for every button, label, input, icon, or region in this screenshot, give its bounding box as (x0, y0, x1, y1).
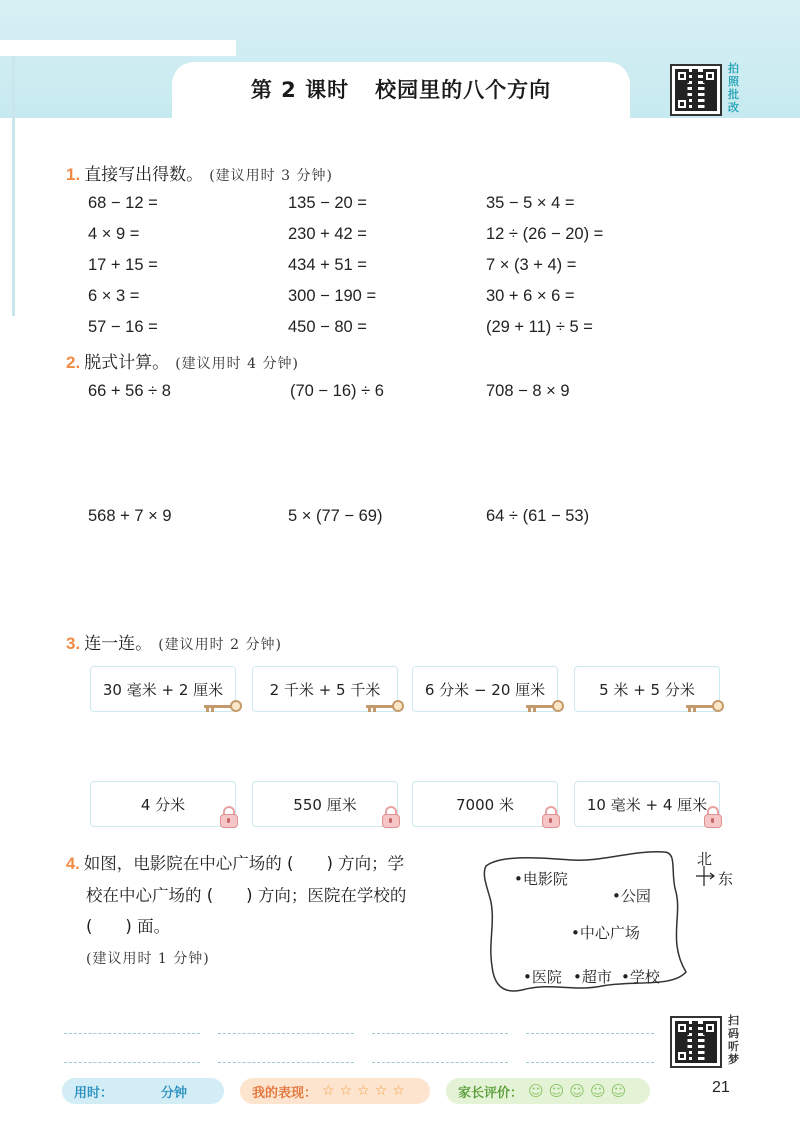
q2-item: 568 + 7 × 9 (88, 507, 172, 525)
star-icon[interactable]: ☆ (392, 1083, 405, 1099)
time-used-label: 用时： (74, 1085, 114, 1101)
answer-line (526, 1062, 654, 1063)
performance-pill (240, 1078, 430, 1104)
lock-card[interactable]: 550 厘米 (252, 781, 398, 827)
performance-label: 我的表现： (252, 1085, 318, 1101)
left-margin-rule (12, 56, 15, 316)
page-number: 21 (712, 1079, 730, 1096)
key-card[interactable]: 6 分米 − 20 厘米 (412, 666, 558, 712)
question-3-hint: (建议用时 2 分钟) (158, 637, 282, 653)
q1-item: 35 − 5 × 4 = (486, 194, 575, 212)
qr-code-icon[interactable] (670, 64, 722, 116)
smiley-icon[interactable]: ☺ (610, 1082, 627, 1100)
q1-item: 4 × 9 = (88, 225, 140, 243)
compass-north-label: 北 (697, 850, 713, 868)
lock-icon (704, 806, 722, 828)
question-2-number: 2. (66, 353, 81, 372)
compass-icon (694, 864, 718, 888)
answer-line (372, 1033, 508, 1034)
page-title (172, 74, 630, 104)
question-4-body (66, 848, 446, 975)
map-park-label: •公园 (612, 887, 651, 905)
lock-card[interactable]: 7000 米 (412, 781, 558, 827)
q1-item: 230 + 42 = (288, 225, 367, 243)
q1-item: 30 + 6 × 6 = (486, 287, 575, 305)
question-3-number: 3. (66, 634, 81, 653)
lock-icon (542, 806, 560, 828)
map-school-label: •学校 (621, 968, 660, 986)
answer-line (218, 1033, 354, 1034)
lock-card[interactable]: 4 分米 (90, 781, 236, 827)
question-1-number: 1. (66, 165, 81, 184)
q1-item: 450 − 80 = (288, 318, 367, 336)
answer-line (526, 1033, 654, 1034)
q1-item: 434 + 51 = (288, 256, 367, 274)
parent-rating-pill (446, 1078, 650, 1104)
answer-line (372, 1062, 508, 1063)
question-2-text: 脱式计算。 (84, 353, 170, 373)
qr-photo-grade-label: 拍照批改 (728, 62, 739, 114)
compass-east-label: 东 (718, 870, 734, 888)
question-2-heading (66, 348, 299, 373)
q1-item: 300 − 190 = (288, 287, 377, 305)
map-cinema-label: •电影院 (514, 870, 568, 888)
key-card[interactable]: 5 米 + 5 分米 (574, 666, 720, 712)
q2-item: 66 + 56 ÷ 8 (88, 382, 171, 400)
q1-item: 135 − 20 = (288, 194, 367, 212)
q1-item: 57 − 16 = (88, 318, 158, 336)
key-icon (366, 700, 404, 714)
q1-item: 17 + 15 = (88, 256, 158, 274)
map-center-label: •中心广场 (571, 924, 640, 942)
star-icon[interactable]: ☆ (374, 1083, 388, 1099)
q1-item: (29 + 11) ÷ 5 = (486, 318, 593, 336)
q1-item: 7 × (3 + 4) = (486, 256, 577, 274)
q2-item: 64 ÷ (61 − 53) (486, 507, 590, 525)
star-icon[interactable]: ☆ (339, 1083, 353, 1099)
answer-line (64, 1033, 200, 1034)
lock-card[interactable]: 10 毫米 + 4 厘米 (574, 781, 720, 827)
qr-code-icon[interactable] (670, 1016, 722, 1068)
q2-item: (70 − 16) ÷ 6 (290, 382, 384, 400)
lock-icon (382, 806, 400, 828)
question-1-text: 直接写出得数。 (84, 165, 204, 185)
key-icon (526, 700, 564, 714)
star-icon[interactable]: ☆ (357, 1083, 370, 1099)
key-card[interactable]: 30 毫米 + 2 厘米 (90, 666, 236, 712)
lesson-label: 第 2 课时 (250, 78, 350, 102)
map-hospital-label: •医院 (523, 968, 562, 986)
lock-icon (220, 806, 238, 828)
question-1-hint: (建议用时 3 分钟) (209, 168, 333, 184)
smiley-icon[interactable]: ☺ (548, 1082, 565, 1100)
question-3-heading (66, 629, 282, 654)
smiley-icon[interactable]: ☺ (528, 1082, 544, 1100)
question-2-hint: (建议用时 4 分钟) (175, 356, 299, 372)
time-used-pill (62, 1078, 224, 1104)
answer-line (64, 1062, 200, 1063)
star-icon[interactable]: ☆ (322, 1083, 335, 1099)
smiley-icon[interactable]: ☺ (589, 1082, 606, 1100)
map-supermarket-label: •超市 (573, 968, 612, 986)
question-4-line-2: 校在中心广场的 ( ) 方向；医院在学校的 (86, 886, 407, 905)
lesson-title: 校园里的八个方向 (375, 78, 552, 102)
answer-line (218, 1062, 354, 1063)
q1-item: 12 ÷ (26 − 20) = (486, 225, 604, 243)
q1-item: 68 − 12 = (88, 194, 158, 212)
smiley-icon[interactable]: ☺ (569, 1082, 585, 1100)
key-icon (686, 700, 724, 714)
time-unit-label: 分钟 (161, 1085, 188, 1101)
key-card[interactable]: 2 千米 + 5 千米 (252, 666, 398, 712)
question-4-hint: (建议用时 1 分钟) (86, 951, 210, 967)
question-4-line-3: ( ) 面。 (86, 917, 171, 936)
question-3-text: 连一连。 (84, 634, 153, 654)
q2-item: 708 − 8 × 9 (486, 382, 570, 400)
question-1-heading (66, 160, 333, 185)
q2-item: 5 × (77 − 69) (288, 507, 383, 525)
q1-item: 6 × 3 = (88, 287, 140, 305)
parent-rating-label: 家长评价： (458, 1085, 524, 1101)
qr-listen-label: 扫码听梦 (728, 1014, 739, 1066)
header-white-strip (0, 40, 236, 56)
key-icon (204, 700, 242, 714)
question-4-number: 4. (66, 855, 80, 873)
question-4-line-1: 4. 如图，电影院在中心广场的 ( ) 方向；学 (66, 854, 405, 873)
